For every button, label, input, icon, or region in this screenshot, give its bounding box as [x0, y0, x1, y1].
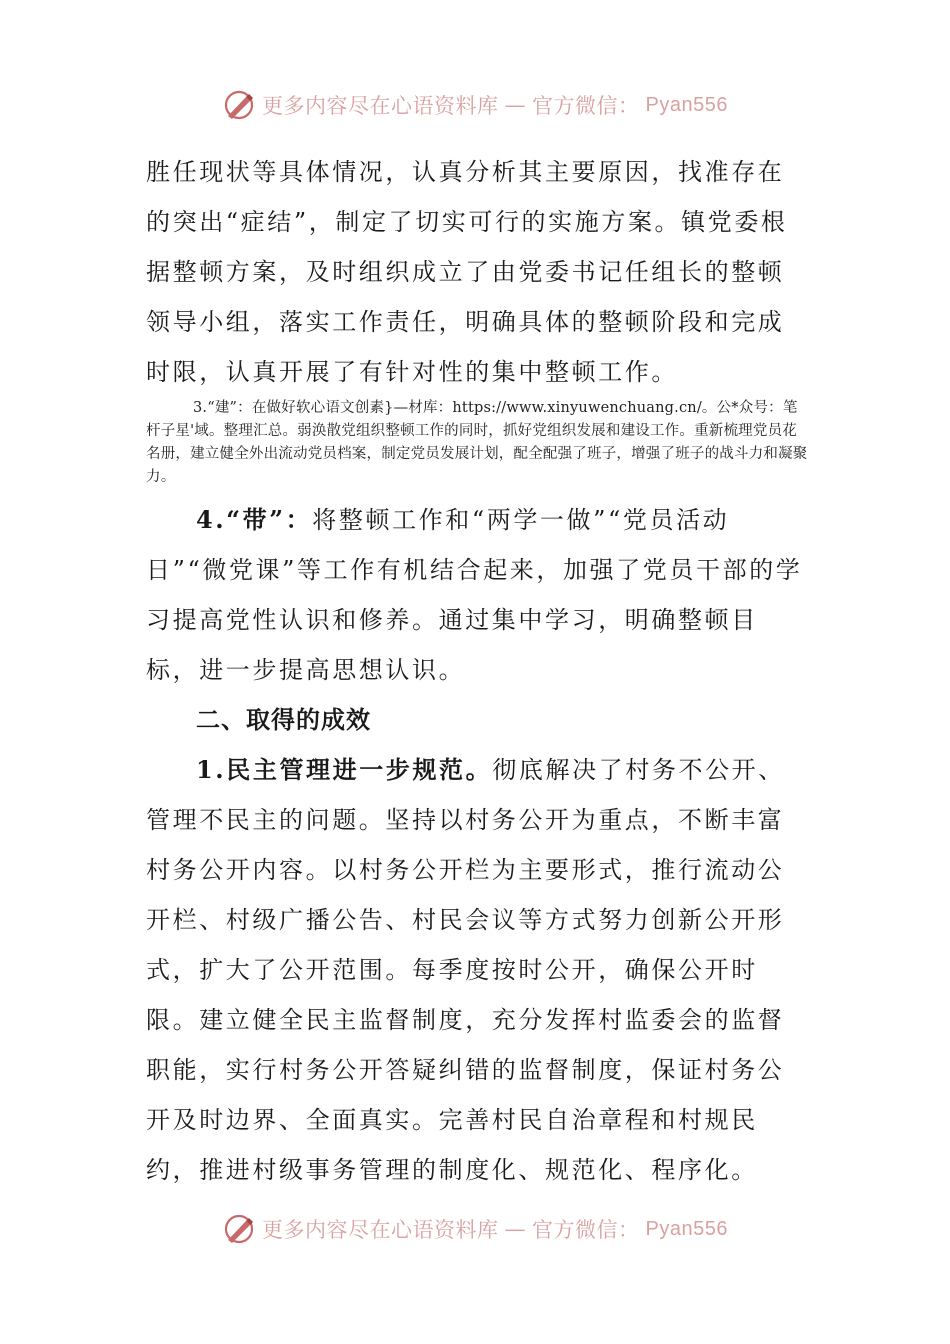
watermark-wechat-label: 官方微信： [532, 94, 640, 118]
paragraph-4-lead: 1.民主管理进一步规范。 [196, 755, 493, 784]
watermark-separator: — [504, 1217, 527, 1241]
watermark-text: 更多内容尽在心语资料库 [262, 94, 499, 118]
watermark-separator: — [504, 93, 527, 117]
watermark-text: 更多内容尽在心语资料库 [262, 1218, 499, 1242]
paragraph-3 [146, 495, 808, 695]
paragraph-4 [146, 745, 808, 1195]
header-watermark [0, 88, 950, 122]
watermark-wechat-label: 官方微信： [532, 1218, 640, 1242]
watermark-handle: Pyan556 [645, 93, 728, 116]
paragraph-1: 胜任现状等具体情况，认真分析其主要原因，找准存在的突出“症结”，制定了切实可行的实施方案。镇党委根据整顿方案，及时组织成立了由党委书记任组长的整顿领导小组，落实工作责任，明确具体的整顿阶段和完成时限，认真开展了有针对性的集中整顿工作。 [146, 158, 788, 386]
paragraph-3-text: 将整顿工作和“两学一做”“党员活动日”“微党课”等工作有机结合起来，加强了党员干部的学习提高党性认识和修养。通过集中学习，明确整顿目标，进一步提高思想认识。 [146, 506, 803, 684]
paragraph-3-lead: 4.“带”： [196, 505, 313, 534]
paragraph-4-text: 彻底解决了村务不公开、管理不民主的问题。坚持以村务公开为重点，不断丰富村务公开内容。以村务公开栏为主要形式，推行流动公开栏、村级广播公告、村民会议等方式努力创新公开形式，扩大了公开范围。每季度按时公开，确保公开时限。建立健全民主监督制度，充分发挥村监委会的监督职能，实行村务公开答疑纠错的监督制度，保证村务公开及时边界、全面真实。完善村民自治章程和村规民约，推进村级事务管理的制度化、规范化、程序化。 [146, 756, 785, 1184]
section-heading: 二、取得的成效 [196, 706, 371, 734]
pen-logo-icon [222, 88, 256, 122]
paragraph-2-small: 3.“建”：在做好软心语文创素}—材库：https://www.xinyuwenchuang.cn/。公*众号：笔杆子星'域。整理汇总。弱涣散党组织整顿工作的同时，抓好党组织发展和建设工作。重新梳理党员花名册，建立健全外出流动党员档案，制定党员发展计划，配全配强了班子，增强了班子的战斗力和凝聚力。 [146, 400, 808, 485]
footer-watermark [0, 1212, 950, 1246]
watermark-handle: Pyan556 [645, 1217, 728, 1240]
pen-logo-icon [222, 1212, 256, 1246]
